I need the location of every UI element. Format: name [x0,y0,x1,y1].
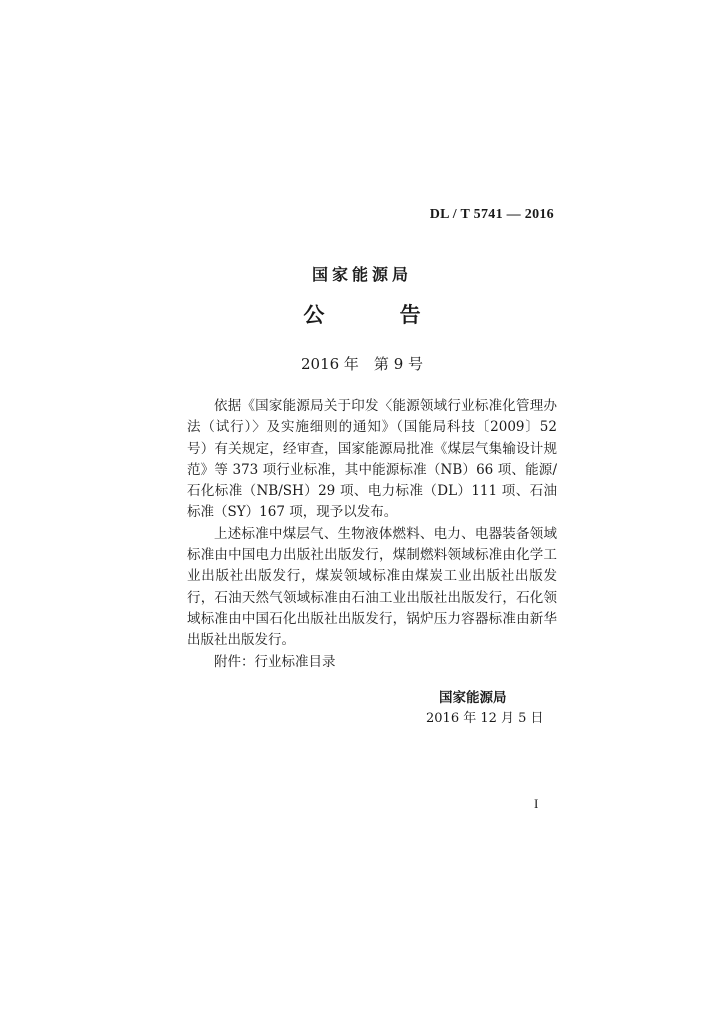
issuer-title: 国家能源局 [311,265,412,284]
notice-body [187,396,557,652]
standard-code: DL / T 5741 — 2016 [429,207,554,222]
issue-number: 2016 年 第 9 号 [300,355,424,373]
body-paragraph: 依据《国家能源局关于印发〈能源领域行业标准化管理办法（试行）〉及实施细则的通知》（国能局科技〔2009〕52 号）有关规定，经审查，国家能源局批准《煤层气集输设计规范》等 373 项行业标准，其中能源标准（NB）66 项、能源/石化标准（NB/SH）29 项、电力标准（DL）111 项、石油标准（SY）167 项，现予以发布。 [187,398,557,521]
page-number: I [534,796,539,811]
signature-date: 2016 年 12 月 5 日 [426,711,544,726]
attachment-note: 附件：行业标准目录 [214,654,336,670]
body-paragraph: 上述标准中煤层气、生物液体燃料、电力、电器装备领域标准由中国电力出版社出版发行，煤制燃料领域标准由化学工业出版社出版发行，煤炭领域标准由煤炭工业出版社出版发行，石油天然气领域标准由石油工业出版社出版发行，石化领域标准由中国石化出版社出版发行，锅炉压力容器标准由新华出版社出版发行。 [187,525,557,649]
notice-title: 公 告 [303,303,455,327]
signature-organization: 国家能源局 [439,690,507,706]
